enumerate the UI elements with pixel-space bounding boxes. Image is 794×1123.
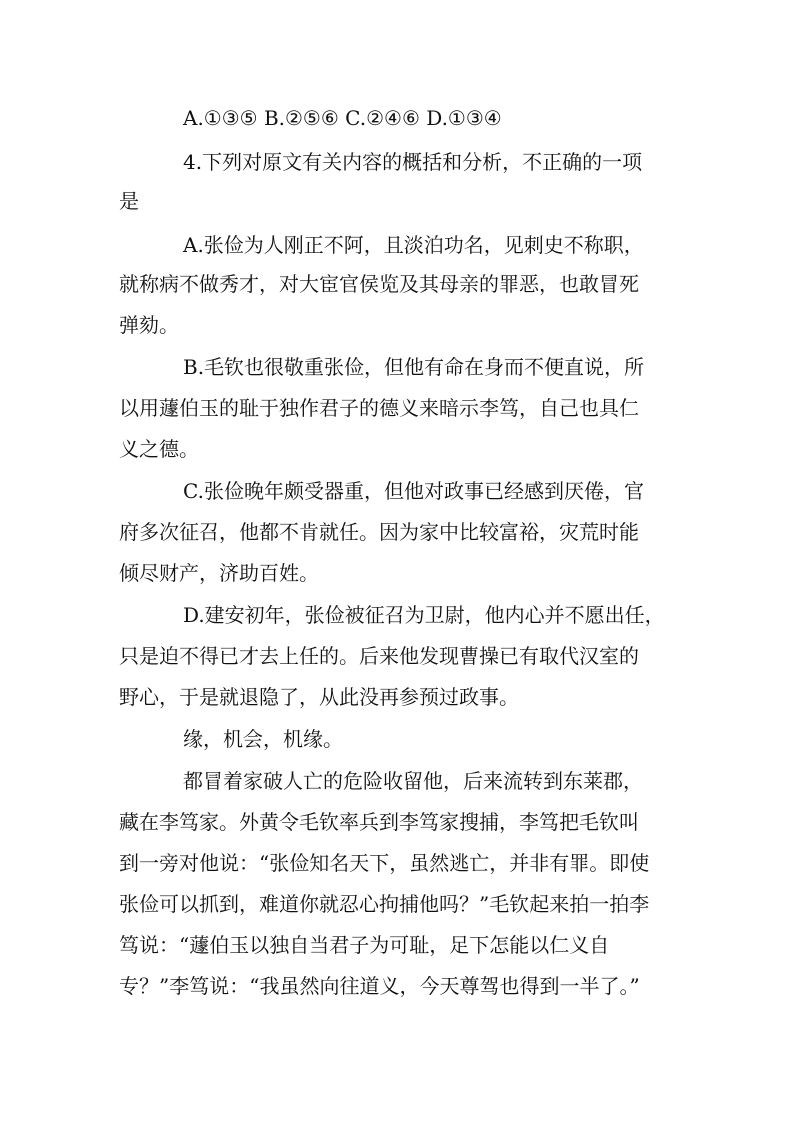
translation-line-3: 到一旁对他说：“张俭知名天下，虽然逃亡，并非有罪。即使 [119,851,650,875]
option-d-line-1: D.建安初年，张俭被征召为卫尉，他内心并不愿出任， [183,603,665,627]
translation-line-4: 张俭可以抓到，难道你就忍心拘捕他吗？”毛钦起来拍一拍李 [119,892,650,916]
translation-line-6: 专？”李笃说：“我虽然向往道义，今天尊驾也得到一半了。” [119,974,640,998]
option-b-line-2: 以用蘧伯玉的耻于独作君子的德义来暗示李笃，自己也具仁 [119,396,639,420]
option-d-line-2: 只是迫不得已才去上任的。后来他发现曹操已有取代汉室的 [119,644,639,668]
option-c-line-3: 倾尽财产，济助百姓。 [119,561,319,585]
question-4-line-1: 4.下列对原文有关内容的概括和分析，不正确的一项 [183,150,643,174]
option-b-line-1: B.毛钦也很敬重张俭，但他有命在身而不便直说，所 [183,355,645,379]
question-4-line-2: 是 [119,189,139,213]
translation-line-2: 藏在李笃家。外黄令毛钦率兵到李笃家搜捕，李笃把毛钦叫 [119,810,639,834]
option-a-line-1: A.张俭为人刚正不阿，且淡泊功名，见刺史不称职， [183,233,644,257]
note-line: 缘，机会，机缘。 [183,727,343,751]
option-c-line-2: 府多次征召，他都不肯就任。因为家中比较富裕，灾荒时能 [119,520,639,544]
option-a-line-2: 就称病不做秀才，对大宦官侯览及其母亲的罪恶，也敢冒死 [119,272,639,296]
translation-line-1: 都冒着家破人亡的危险收留他，后来流转到东莱郡， [183,769,643,793]
option-a-line-3: 弹劾。 [119,313,179,337]
option-b-line-3: 义之德。 [119,437,199,461]
option-c-line-1: C.张俭晚年颇受器重，但他对政事已经感到厌倦，官 [183,479,644,503]
answer-options-line: A.①③⑤ B.②⑤⑥ C.②④⑥ D.①③④ [183,106,502,130]
translation-line-5: 笃说：“蘧伯玉以独自当君子为可耻，足下怎能以仁义自 [119,933,610,957]
option-d-line-3: 野心，于是就退隐了，从此没再参预过政事。 [119,685,519,709]
